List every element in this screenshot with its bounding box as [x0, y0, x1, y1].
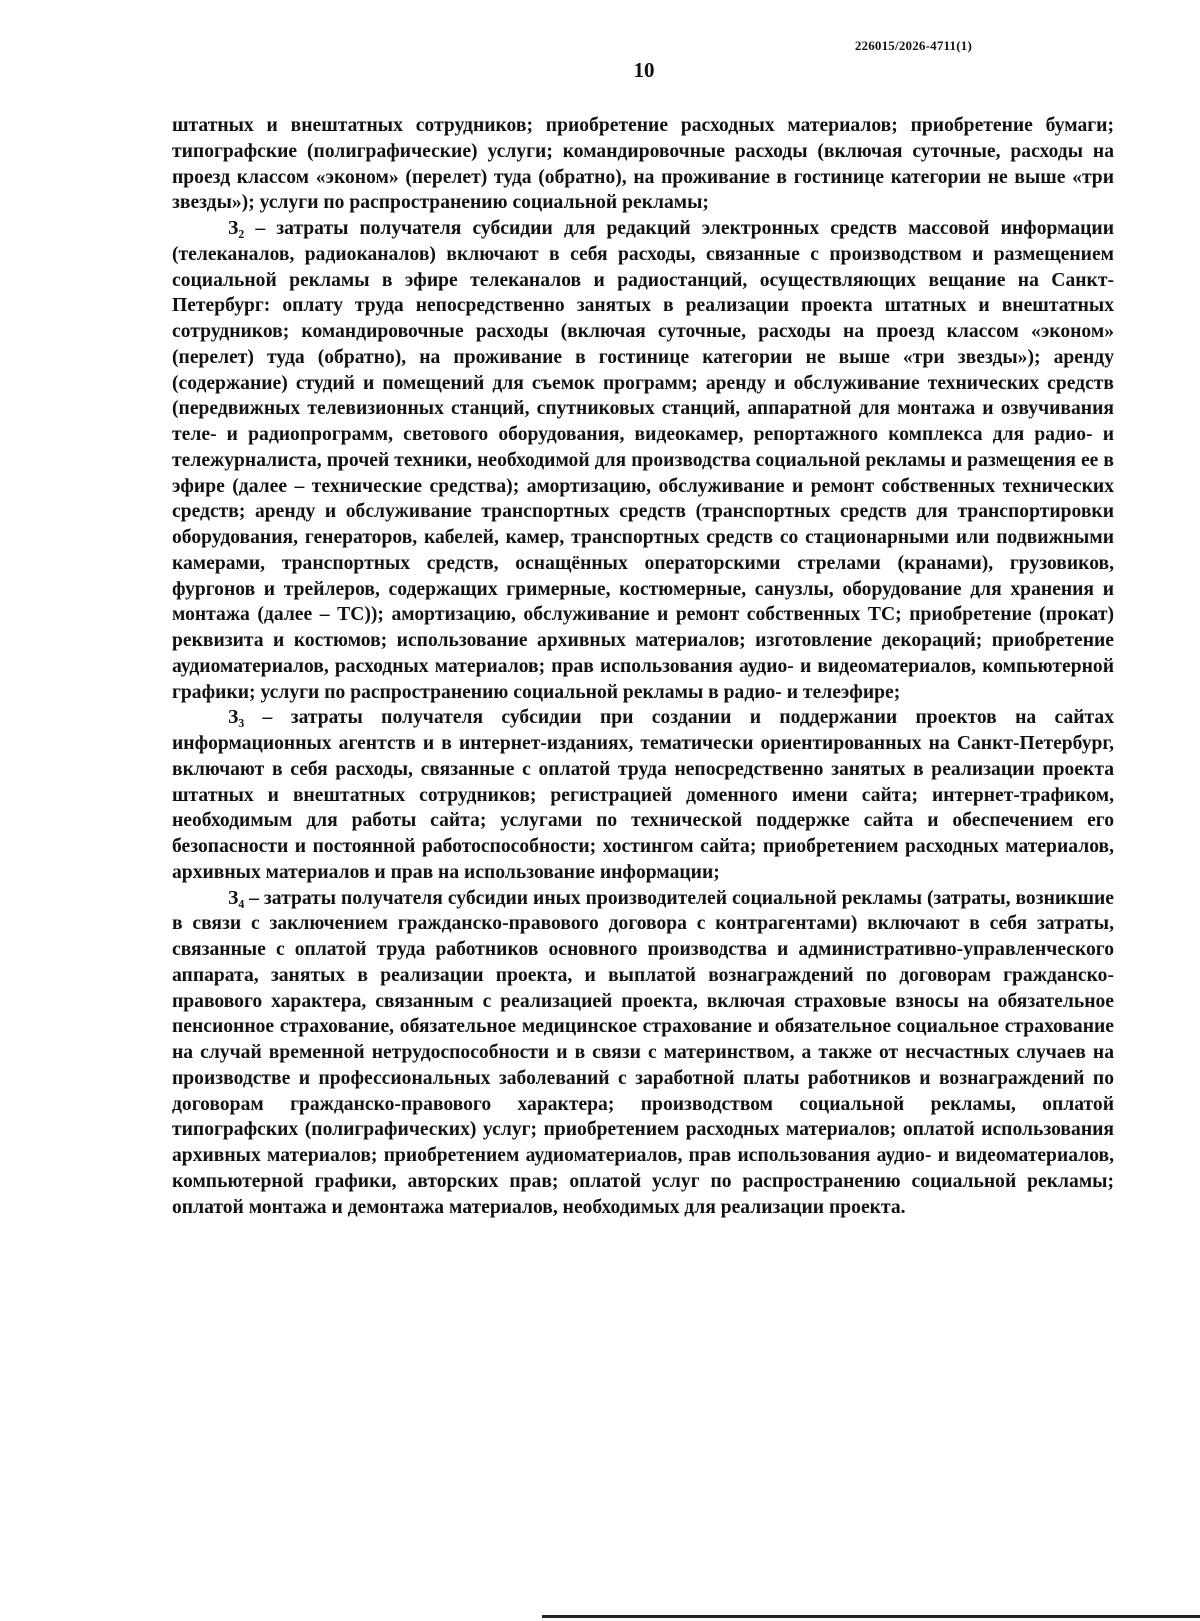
document-registration-number: 226015/2026-4711(1): [854, 38, 972, 53]
paragraph-z2: З₂ – затраты получателя субсидии для редакций электронных средств массовой информации (телеканалов, радиоканалов) включают в себя расходы, связанные с производством и размещением социальной рекламы в эфире телеканалов и радиостанций, осуществляющих вещание на Санкт-Петербург: оплату труда непосредственно занятых в реализации проекта штатных и внештатных сотрудников; командировочные расходы (включая суточные, расходы на проезд классом «эконом» (перелет) туда (обратно), на проживание в гостинице категории не выше «три звезды»); аренду (содержание) студий и помещений для съемок программ; аренду и обслуживание технических средств (передвижных телевизионных станций, спутниковых станций, аппаратной для монтажа и озвучивания теле- и радиопрограмм, светового оборудования, видеокамер, репортажного комплекса для радио- и тележурналиста, прочей техники, необходимой для производства социальной рекламы и размещения ее в эфире (далее – технические средства); амортизацию, обслуживание и ремонт собственных технических средств; аренду и обслуживание транспортных средств (транспортных средств для транспортировки оборудования, генераторов, кабелей, камер, транспортных средств со стационарными или подвижными камерами, транспортных средств, оснащённых операторскими стрелами (кранами), грузовиков, фургонов и трейлеров, содержащих гримерные, костюмерные, санузлы, оборудование для хранения и монтажа (далее – ТС)); амортизацию, обслуживание и ремонт собственных ТС; приобретение (прокат) реквизита и костюмов; использование архивных материалов; изготовление декораций; приобретение аудиоматериалов, расходных материалов; прав использования аудио- и видеоматериалов, компьютерной графики; услуги по распространению социальной рекламы в радио- и телеэфире;: [172, 218, 1114, 703]
paragraph-continuation: штатных и внештатных сотрудников; приобретение расходных материалов; приобретение бумаги; типографские (полиграфические) услуги; командировочные расходы (включая суточные, расходы на проезд классом «эконом» (перелет) туда (обратно), на проживание в гостинице категории не выше «три звезды»); услуги по распространению социальной рекламы;: [172, 115, 1114, 214]
paragraph-z3: З₃ – затраты получателя субсидии при создании и поддержании проектов на сайтах информационных агентств и в интернет-изданиях, тематически ориентированных на Санкт-Петербург, включают в себя расходы, связанные с оплатой труда непосредственно занятых в реализации проекта штатных и внештатных сотрудников; регистрацией доменного имени сайта; интернет-трафиком, необходимым для работы сайта; услугами по технической поддержке сайта и обеспечением его безопасности и постоянной работоспособности; хостингом сайта; приобретением расходных материалов, архивных материалов и прав на использование информации;: [172, 707, 1114, 883]
document-body: [172, 113, 1114, 1220]
page-number: 10: [633, 58, 655, 82]
bottom-scan-edge-line: [542, 1615, 1200, 1618]
paragraph-z4: З₄ – затраты получателя субсидии иных производителей социальной рекламы (затраты, возникшие в связи с заключением гражданско-правового договора с контрагентами) включают в себя затраты, связанные с оплатой труда работников основного производства и административно-управленческого аппарата, занятых в реализации проекта, и выплатой вознаграждений по договорам гражданско-правового характера, связанным с реализацией проекта, включая страховые взносы на обязательное пенсионное страхование, обязательное медицинское страхование и обязательное социальное страхование на случай временной нетрудоспособности и в связи с материнством, а также от несчастных случаев на производстве и профессиональных заболеваний с заработной платы работников и вознаграждений по договорам гражданско-правового характера; производством социальной рекламы, оплатой типографских (полиграфических) услуг; приобретением расходных материалов; оплатой использования архивных материалов; приобретением аудиоматериалов, прав использования аудио- и видеоматериалов, компьютерной графики, авторских прав; оплатой услуг по распространению социальной рекламы; оплатой монтажа и демонтажа материалов, необходимых для реализации проекта.: [172, 887, 1114, 1218]
